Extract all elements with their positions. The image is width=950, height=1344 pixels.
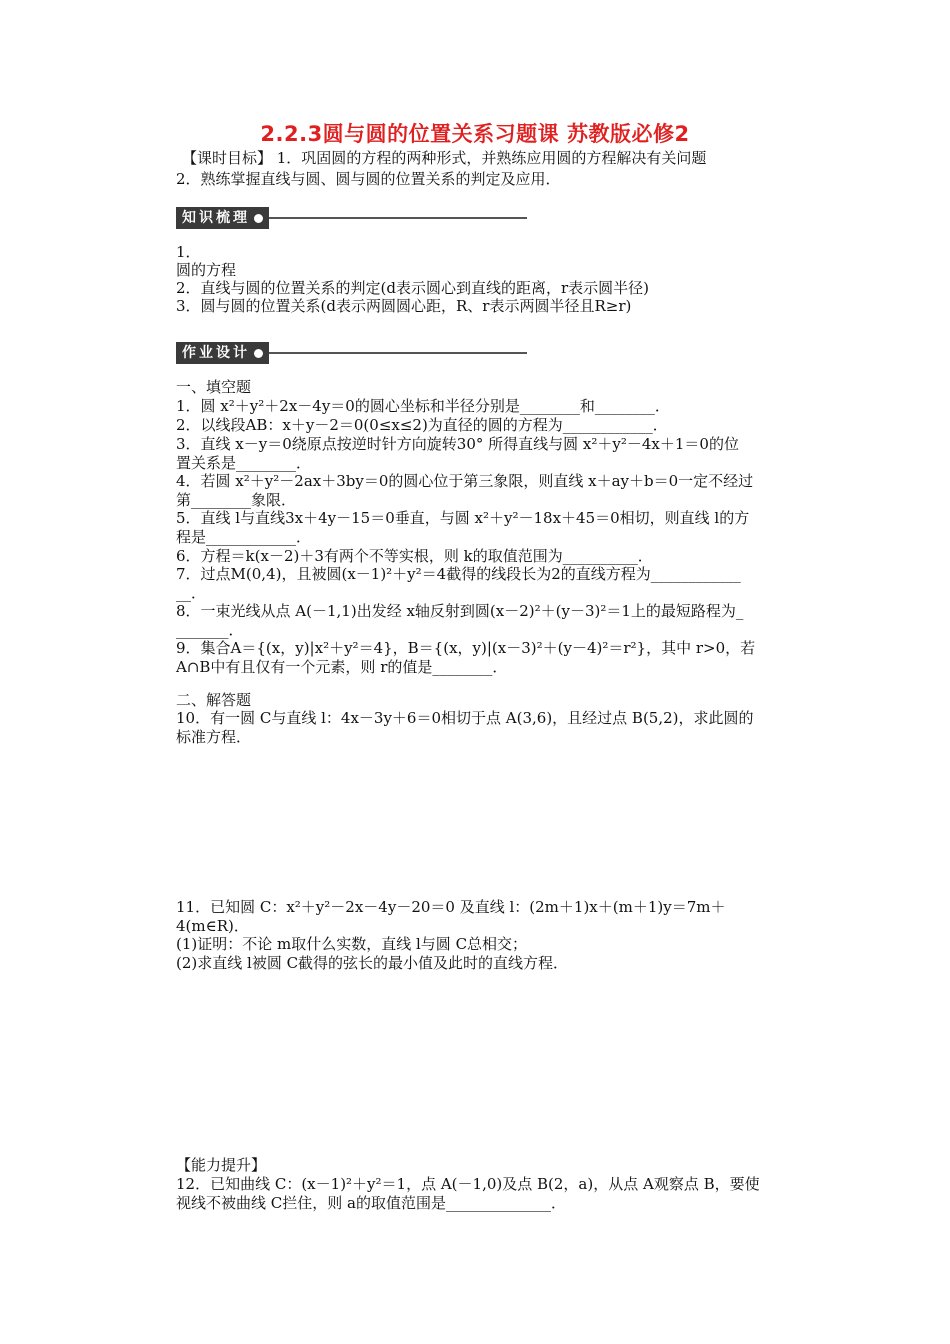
question-line: 10．有一圆 C与直线 l：4x－3y＋6＝0相切于点 A(3,6)，且经过点 B(5,2)，求此圆的 bbox=[176, 709, 754, 727]
question-line: 视线不被曲线 C拦住，则 a的取值范围是______________． bbox=[176, 1194, 566, 1212]
part-heading: 一、填空题 bbox=[176, 378, 252, 396]
question-line: 1．圆 x²＋y²＋2x－4y＝0的圆心坐标和半径分别是________和________． bbox=[176, 397, 670, 415]
question-line: 4(m∈R)． bbox=[176, 917, 249, 935]
question-line: 11．已知圆 C：x²＋y²－2x－4y－20＝0 及直线 l：(2m＋1)x＋(m＋1)y＝7m＋ bbox=[176, 898, 726, 916]
part-heading: 二、解答题 bbox=[176, 691, 252, 709]
question-line: 标准方程． bbox=[176, 728, 252, 746]
knowledge-item: 2．直线与圆的位置关系的判定(d表示圆心到直线的距离，r表示圆半径) bbox=[176, 279, 650, 297]
goal-line-1: 【课时目标】 1．巩固圆的方程的两种形式，并熟练应用圆的方程解决有关问题 bbox=[182, 149, 707, 167]
question-line: 3．直线 x－y＝0绕原点按逆时针方向旋转30° 所得直线与圆 x²＋y²－4x＋1＝0的位 bbox=[176, 435, 739, 453]
question-line: 8．一束光线从点 A(－1,1)出发经 x轴反射到圆(x－2)²＋(y－3)²＝1上的最短路程为_ bbox=[176, 602, 744, 620]
section-header-label: 作业设计 bbox=[182, 345, 250, 361]
knowledge-item: 1． bbox=[176, 243, 201, 261]
ability-heading: 【能力提升】 bbox=[176, 1156, 267, 1174]
section-header-knowledge bbox=[176, 207, 527, 229]
goal-line-2: 2．熟练掌握直线与圆、圆与圆的位置关系的判定及应用． bbox=[176, 170, 561, 188]
question-line: 6．方程＝k(x－2)＋3有两个不等实根，则 k的取值范围为__________． bbox=[176, 547, 653, 565]
bullet-dot-icon bbox=[254, 214, 263, 223]
bullet-dot-icon bbox=[254, 349, 263, 358]
question-line: 2．以线段AB：x＋y－2＝0(0≤x≤2)为直径的圆的方程为____________． bbox=[176, 416, 668, 434]
question-line: 置关系是________． bbox=[176, 454, 312, 472]
question-line: A∩B中有且仅有一个元素，则 r的值是________． bbox=[176, 658, 508, 676]
knowledge-item: 圆的方程 bbox=[176, 261, 237, 279]
question-line: 12．已知曲线 C：(x－1)²＋y²＝1，点 A(－1,0)及点 B(2，a)，从点 A观察点 B，要使 bbox=[176, 1175, 760, 1193]
question-line: 9．集合A＝{(x，y)|x²＋y²＝4}，B＝{(x，y)|(x－3)²＋(y－4)²＝r²}，其中 r>0，若 bbox=[176, 639, 756, 657]
page-title: 2.2.3圆与圆的位置关系习题课 苏教版必修2 bbox=[260, 122, 690, 146]
question-line: 程是____________． bbox=[176, 528, 312, 546]
section-header-homework bbox=[176, 342, 527, 364]
divider bbox=[269, 217, 527, 219]
question-line: __． bbox=[176, 584, 207, 602]
question-line: (2)求直线 l被圆 C截得的弦长的最小值及此时的直线方程． bbox=[176, 954, 569, 972]
question-line: 4．若圆 x²＋y²－2ax＋3by＝0的圆心位于第三象限，则直线 x＋ay＋b＝0一定不经过 bbox=[176, 472, 754, 490]
question-line: 7．过点M(0,4)，且被圆(x－1)²＋y²＝4截得的线段长为2的直线方程为____________ bbox=[176, 565, 741, 583]
question-line: (1)证明：不论 m取什么实数，直线 l与圆 C总相交； bbox=[176, 935, 528, 953]
question-line: _______． bbox=[176, 621, 244, 639]
section-header-label: 知识梳理 bbox=[182, 210, 250, 226]
divider bbox=[269, 352, 527, 354]
question-line: 5．直线 l与直线3x＋4y－15＝0垂直，与圆 x²＋y²－18x＋45＝0相切，则直线 l的方 bbox=[176, 509, 750, 527]
question-line: 第________象限． bbox=[176, 491, 297, 509]
knowledge-item: 3．圆与圆的位置关系(d表示两圆圆心距，R、r表示两圆半径且R≥r) bbox=[176, 297, 632, 315]
